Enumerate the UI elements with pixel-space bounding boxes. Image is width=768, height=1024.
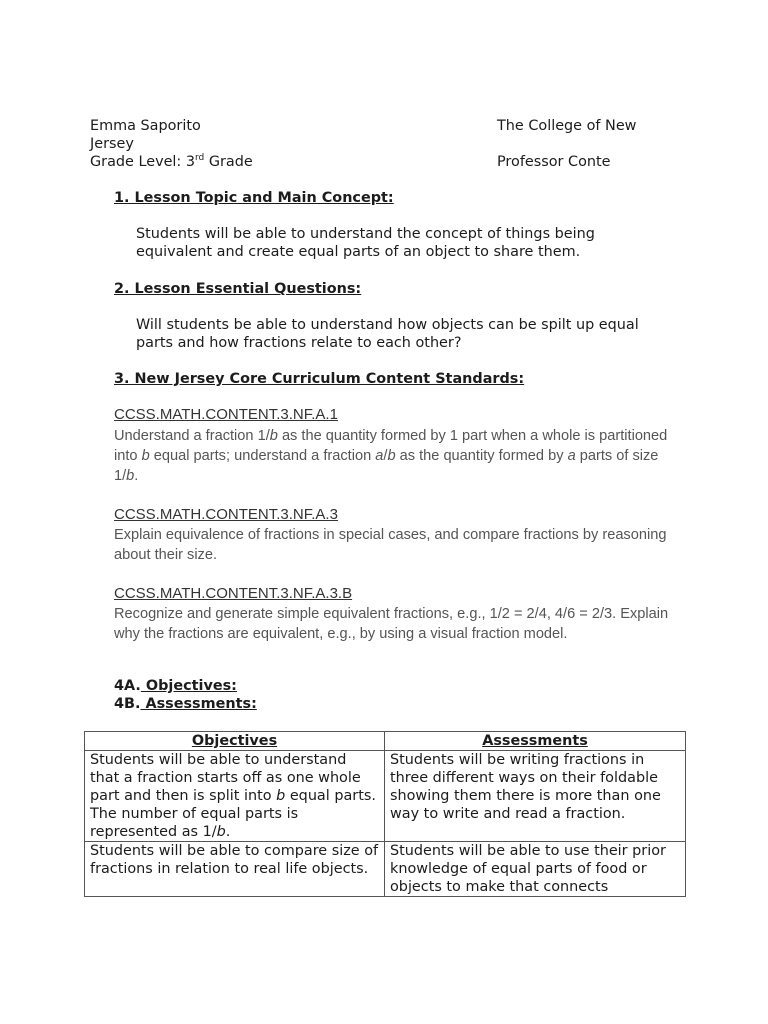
standard-text-italic: b	[126, 468, 135, 484]
standard-text-italic: b	[269, 428, 278, 444]
standard-text-part: parts of size 1/	[114, 448, 659, 484]
section-2-heading: 2. Lesson Essential Questions:	[114, 281, 362, 297]
standard-text-italic: a	[375, 448, 384, 464]
standard-text-nf-a-3-b: Recognize and generate simple equivalent fractions, e.g., 1/2 = 2/4, 4/6 = 2/3. Explain why the fractions are equivalent, e.g., by using a visual fraction model.	[114, 606, 669, 642]
grade-level	[90, 153, 253, 171]
section-4a-prefix: 4A.	[114, 678, 141, 694]
college-name: The College of New	[497, 118, 637, 134]
section-4a-label: Objectives:	[140, 678, 237, 694]
assessments-column-header: Assessments	[385, 732, 686, 751]
objectives-assessments-table	[84, 731, 686, 897]
objective-text-part: Students will be able to understand that a fraction starts off as one whole part and then is split into	[90, 752, 361, 804]
objectives-column-header: Objectives	[85, 732, 385, 751]
college-name-continued: Jersey	[90, 136, 134, 152]
objective-text-italic: b	[276, 788, 286, 804]
assessment-cell: Students will be writing fractions in three different ways on their foldable showing them there is more than one way to write and read a fraction.	[385, 751, 686, 842]
professor-name: Professor Conte	[497, 154, 611, 170]
standard-text-part: /	[383, 448, 388, 464]
table-row	[85, 842, 686, 897]
standard-code-nf-a-1: CCSS.MATH.CONTENT.3.NF.A.1	[114, 406, 338, 423]
grade-level-suffix: Grade	[204, 154, 253, 170]
standard-text-part: as the quantity formed by	[395, 448, 568, 464]
standard-code-nf-a-3-b: CCSS.MATH.CONTENT.3.NF.A.3.B	[114, 585, 353, 602]
standard-code-nf-a-3: CCSS.MATH.CONTENT.3.NF.A.3	[114, 506, 338, 523]
section-4a-heading	[114, 677, 237, 695]
grade-level-label: Grade Level: 3	[90, 154, 196, 170]
standard-text-part: equal parts; understand a fraction	[149, 448, 376, 464]
objective-text-part: .	[225, 824, 231, 840]
standard-text-part: as the quantity formed by 1 part when a whole is partitioned into	[114, 428, 668, 464]
standard-text-italic: b	[141, 448, 150, 464]
objective-text-part: equal parts. The number of equal parts is represented as 1/	[90, 788, 376, 840]
objective-cell: Students will be able to compare size of fractions in relation to real life objects.	[85, 842, 385, 897]
standard-text-nf-a-3: Explain equivalence of fractions in special cases, and compare fractions by reasoning about their size.	[114, 527, 667, 563]
standard-text-italic: b	[387, 448, 396, 464]
standard-text-nf-a-1	[114, 426, 674, 486]
assessment-cell: Students will be able to use their prior knowledge of equal parts of food or objects to make that connects	[385, 842, 686, 897]
author-name: Emma Saporito	[90, 118, 201, 134]
section-4b-prefix: 4B.	[114, 696, 141, 712]
grade-level-ordinal: rd	[195, 153, 205, 163]
section-4b-heading	[114, 695, 257, 713]
section-4b-label: Assessments:	[140, 696, 257, 712]
section-2-body: Will students be able to understand how objects can be spilt up equal parts and how fractions relate to each other?	[136, 317, 639, 351]
objective-text-italic: b	[216, 824, 226, 840]
section-3-heading: 3. New Jersey Core Curriculum Content Standards:	[114, 371, 525, 387]
section-1-heading: 1. Lesson Topic and Main Concept:	[114, 190, 394, 206]
table-row	[85, 751, 686, 842]
table-header-row	[85, 732, 686, 751]
standard-text-part: .	[134, 468, 139, 484]
section-1-body: Students will be able to understand the concept of things being equivalent and create equal parts of an object to share them.	[136, 226, 595, 260]
objective-cell	[85, 751, 385, 842]
standard-text-part: Understand a fraction 1/	[114, 428, 270, 444]
standard-text-italic: a	[567, 448, 576, 464]
